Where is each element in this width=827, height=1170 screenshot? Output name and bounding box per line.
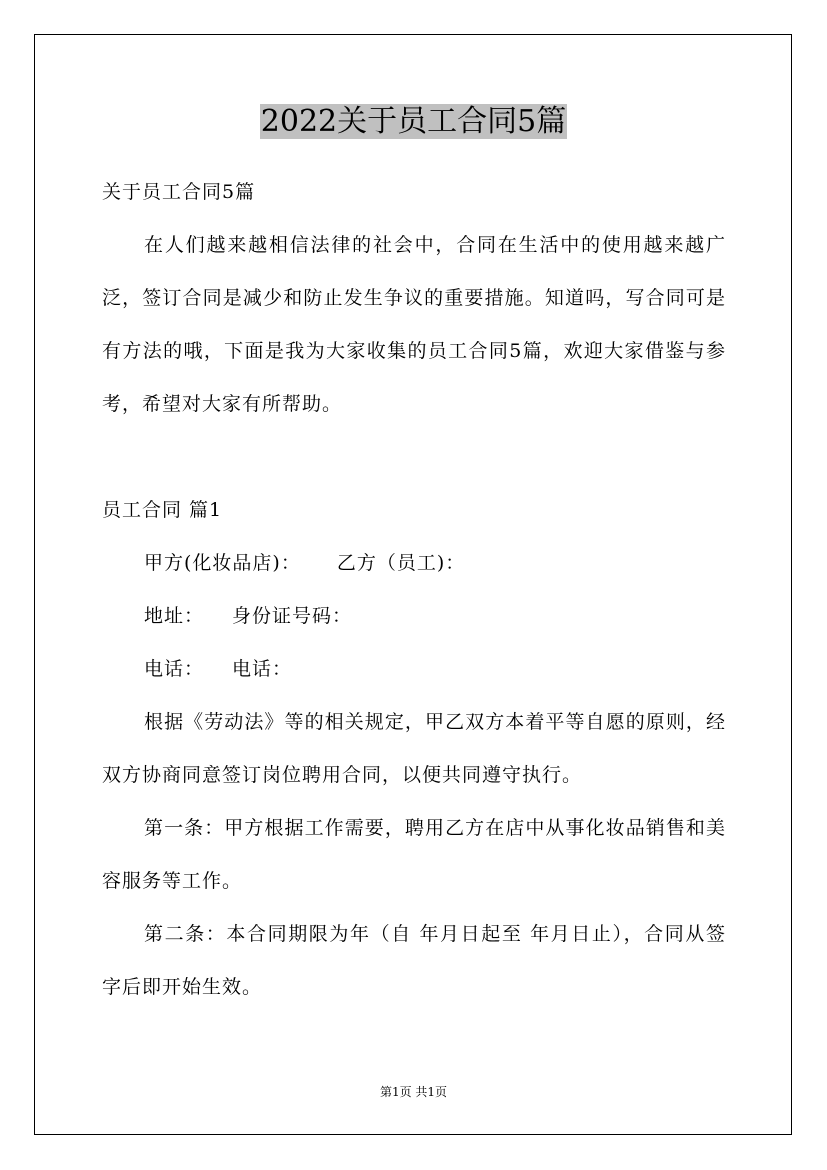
intro-paragraph: 在人们越来越相信法律的社会中，合同在生活中的使用越来越广泛，签订合同是减少和防止发生争议的重要措施。知道吗，写合同可是有方法的哦，下面是我为大家收集的员工合同5篇，欢迎大家借鉴与参考，希望对大家有所帮助。 [102, 234, 726, 415]
parties-line [102, 537, 726, 590]
article-2-paragraph: 第二条：本合同期限为年（自 年月日起至 年月日止），合同从签字后即开始生效。 [102, 923, 726, 998]
document-subtitle: 关于员工合同5篇 [102, 181, 256, 203]
address-line [102, 590, 726, 643]
id-number-label: 身份证号码： [232, 605, 353, 627]
document-body [102, 166, 726, 1014]
party-a-label: 甲方(化妆品店)： [144, 552, 301, 574]
page-footer: 第1页 共1页 [379, 1085, 448, 1099]
document-title [0, 100, 827, 144]
address-label: 地址： [144, 605, 205, 627]
document-title-text: 2022关于员工合同5篇 [260, 104, 567, 139]
phone-label-b: 电话： [232, 658, 293, 680]
phone-label-a: 电话： [144, 658, 205, 680]
party-b-label: 乙方（员工)： [336, 552, 466, 574]
basis-paragraph: 根据《劳动法》等的相关规定，甲乙双方本着平等自愿的原则，经双方协商同意签订岗位聘用合同，以便共同遵守执行。 [102, 711, 726, 786]
phone-line [102, 643, 726, 696]
article-1-paragraph: 第一条：甲方根据工作需要，聘用乙方在店中从事化妆品销售和美容服务等工作。 [102, 817, 726, 892]
section-heading: 员工合同 篇1 [102, 499, 223, 521]
